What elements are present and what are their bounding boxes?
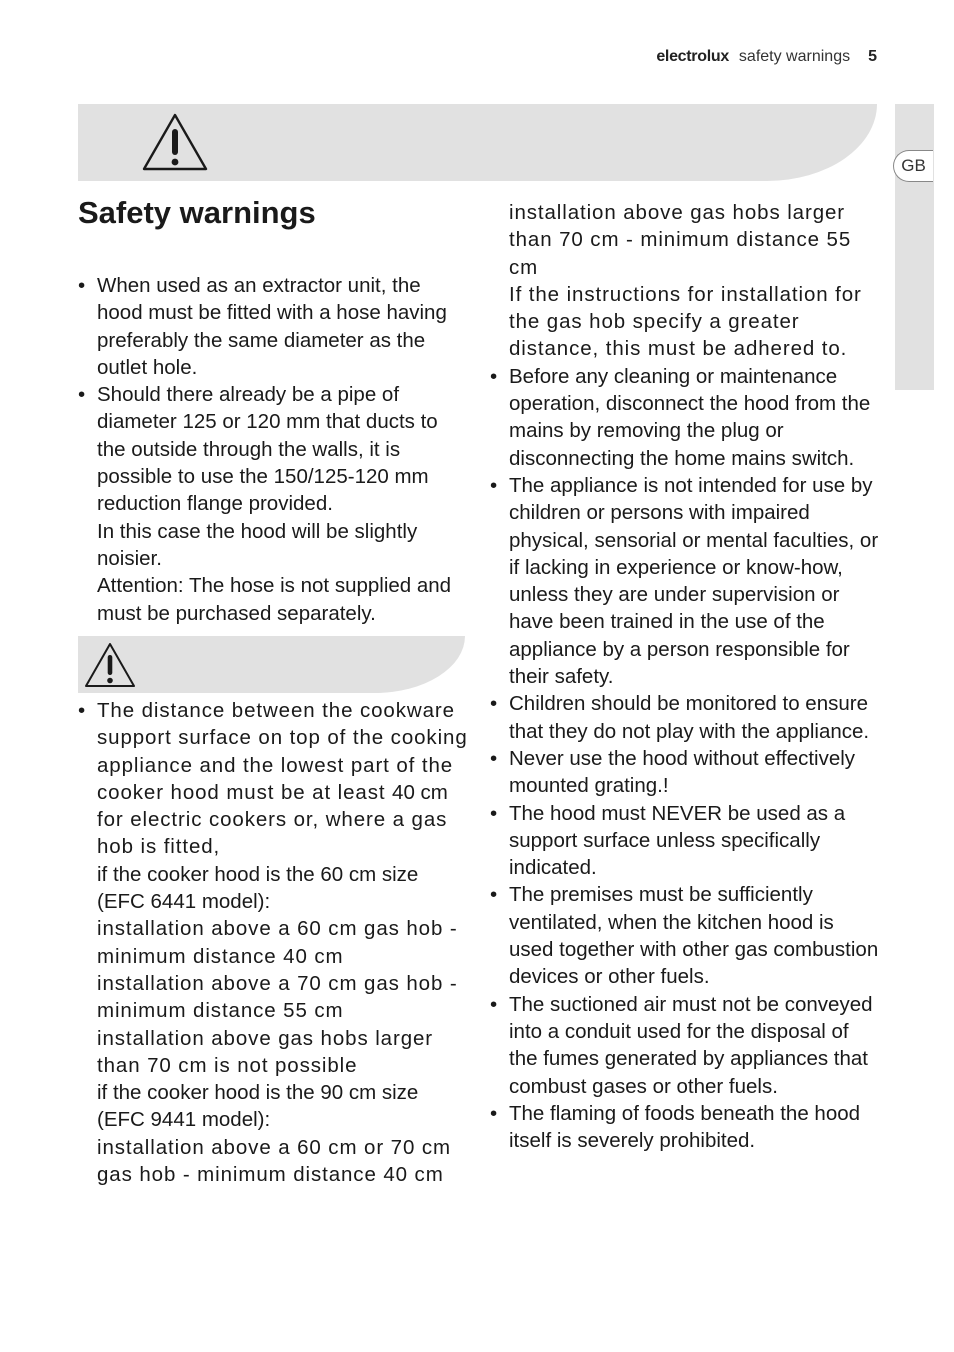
side-tab [895, 104, 934, 390]
list-item: • The suctioned air must not be conveyed into a conduit used for the disposal of the fumes generated by appliances that combust gases or other fuels. [490, 991, 880, 1100]
spec-line: installation above a 70 cm gas hob - minimum distance 55 cm [97, 971, 458, 1023]
warning-triangle-icon [83, 641, 137, 689]
distance-text-end: for electric cookers or, where a gas hob is fitted, [97, 808, 448, 859]
brand-logo: electrolux [656, 48, 729, 65]
list-item: • Before any cleaning or maintenance operation, disconnect the hood from the mains by removing the plug or disconnecting the home mains switch. [490, 363, 880, 472]
list-item [78, 697, 470, 861]
spec-line: installation above gas hobs larger than 70 cm - minimum distance 55 cm [509, 201, 852, 279]
warning-triangle-icon [141, 112, 209, 172]
subheading-90cm: if the cooker hood is the 90 cm size (EFC 9441 model): [97, 1081, 419, 1132]
section-name: safety warnings [738, 48, 851, 65]
right-column [490, 199, 880, 1154]
attention-label: Attention: [97, 574, 184, 598]
attention-text [78, 572, 468, 627]
attention-body: The hose is not supplied and must be purchased separately. [97, 574, 452, 625]
left-column [78, 272, 468, 627]
note-text: In this case the hood will be slightly noisier. [97, 519, 418, 570]
page-header [656, 48, 877, 66]
distance-value: 40 cm [392, 780, 448, 804]
spec-note: If the instructions for installation for the gas hob specify a greater distance, this must be adhered to. [509, 282, 862, 361]
list-item: • The appliance is not intended for use by children or persons with impaired physical, sensorial or mental faculties, or if lacking in experience or know-how, unless they are under supervision or have been trained in the use of the appliance by a person responsible for their safety. [490, 472, 880, 690]
list-item: • The premises must be sufficiently ventilated, when the kitchen hood is used together with other gas combustion devices or other fuels. [490, 881, 880, 990]
language-tab: GB [893, 150, 933, 182]
spec-line: installation above a 60 cm gas hob - minimum distance 40 cm [97, 917, 458, 968]
spec-line: installation above gas hobs larger than 70 cm is not possible [97, 1026, 434, 1077]
left-column-distance [78, 697, 470, 1188]
spec-line: installation above a 60 cm or 70 cm gas hob - minimum distance 40 cm [97, 1135, 451, 1187]
list-item: • Should there already be a pipe of diameter 125 or 120 mm that ducts to the outside through the walls, it is possible to use the 150/125-120 mm reduction flange provided. [78, 381, 468, 517]
list-item: • The hood must NEVER be used as a support surface unless specifically indicated. [490, 800, 880, 882]
distance-text: The distance between the cookware support surface on top of the cooking appliance and the lowest part of the cooker hood must be at least [97, 699, 468, 804]
page-number: 5 [868, 48, 877, 65]
page-title: Safety warnings [78, 195, 316, 230]
subheading-60cm: if the cooker hood is the 60 cm size (EFC 6441 model): [97, 862, 419, 914]
list-item: • Children should be monitored to ensure that they do not play with the appliance. [490, 690, 880, 745]
list-item: • The flaming of foods beneath the hood itself is severely prohibited. [490, 1100, 880, 1155]
list-item: • Never use the hood without effectively mounted grating.! [490, 745, 880, 800]
list-item: • When used as an extractor unit, the hood must be fitted with a hose having preferably the same diameter as the outlet hole. [78, 272, 468, 381]
